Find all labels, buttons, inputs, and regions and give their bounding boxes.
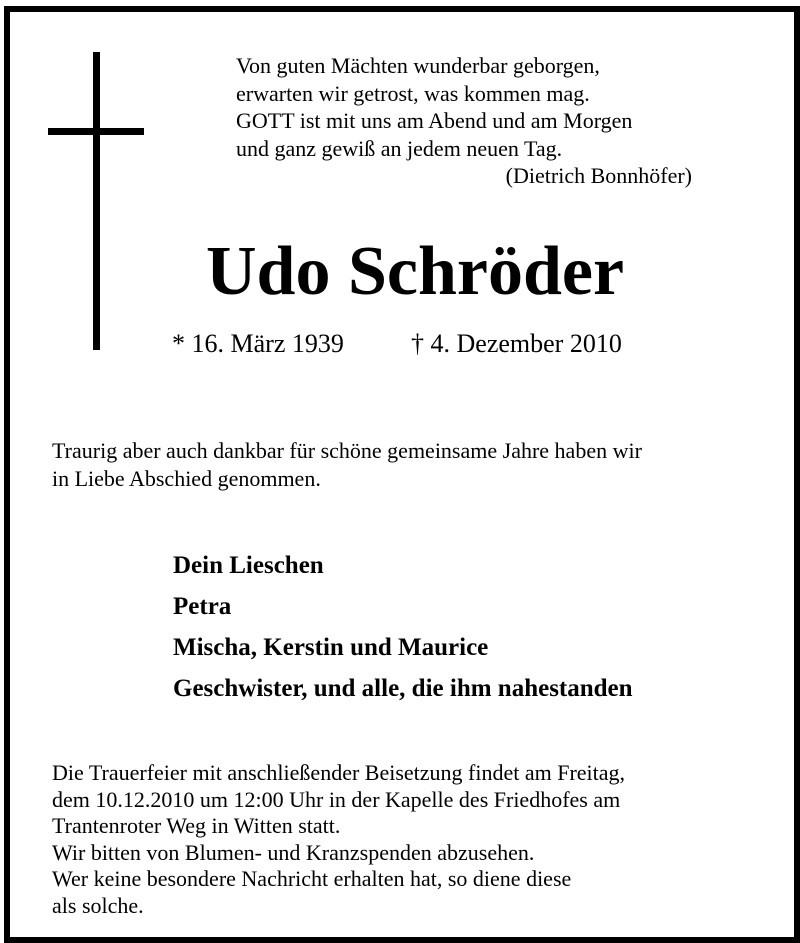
death-date: † 4. Dezember 2010 <box>411 329 622 358</box>
mourner-name: Geschwister, und alle, die ihm nahestanden <box>173 675 633 702</box>
poem-line: und ganz gewiß an jedem neuen Tag. <box>236 135 563 161</box>
mourner-name: Petra <box>173 593 232 620</box>
cross-horizontal-bar <box>48 128 144 135</box>
service-line: als solche. <box>52 892 144 918</box>
poem-line: Von guten Mächten wunderbar geborgen, <box>236 53 600 78</box>
poem-line: GOTT ist mit uns am Abend und am Morgen <box>236 108 633 133</box>
deceased-name: Udo Schröder <box>205 233 625 310</box>
funeral-service-info <box>52 760 625 919</box>
farewell-line: Traurig aber auch dankbar für schöne gemeinsame Jahre haben wir <box>52 438 642 463</box>
poem-author: (Dietrich Bonnhöfer) <box>505 163 692 188</box>
mourner-name: Dein Lieschen <box>173 552 324 579</box>
service-line: Trantenroter Weg in Witten statt. <box>52 813 341 838</box>
mourners-list <box>173 545 633 709</box>
service-line: Die Trauerfeier mit anschließender Beisetzung findet am Freitag, <box>52 760 626 785</box>
service-line: Wir bitten von Blumen- und Kranzspenden abzusehen. <box>52 839 535 865</box>
poem-line: erwarten wir getrost, was kommen mag. <box>236 80 590 106</box>
service-line: dem 10.12.2010 um 12:00 Uhr in der Kapelle des Friedhofes am <box>52 786 621 812</box>
farewell-statement <box>52 437 642 493</box>
mourner-name: Mischa, Kerstin und Maurice <box>173 634 489 661</box>
poem-quote <box>236 52 692 190</box>
birth-date: * 16. März 1939 <box>172 329 344 358</box>
farewell-line: in Liebe Abschied genommen. <box>52 466 321 491</box>
service-line: Wer keine besondere Nachricht erhalten hat, so diene diese <box>52 866 572 891</box>
